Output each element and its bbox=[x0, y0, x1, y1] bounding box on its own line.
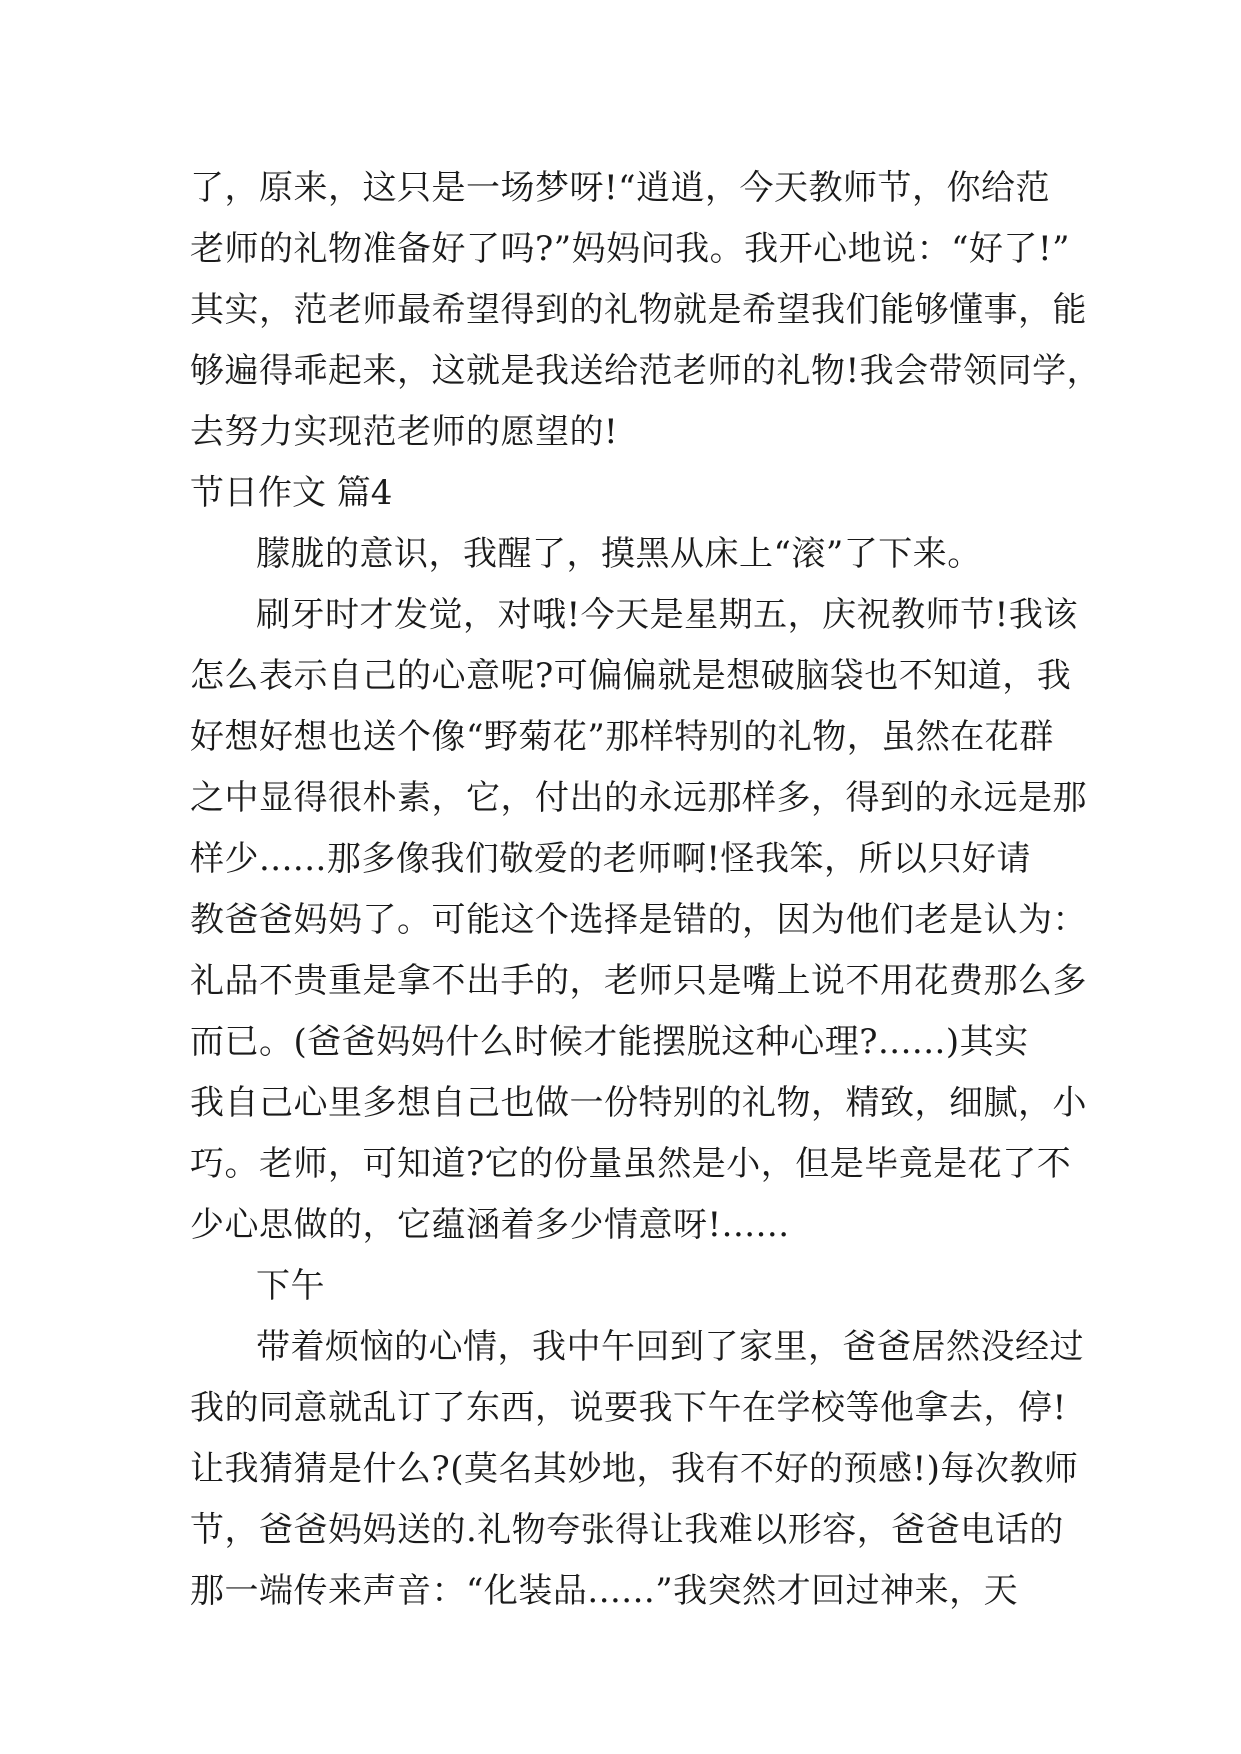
text-line: 老师的礼物准备好了吗?”妈妈问我。我开心地说：“好了!” bbox=[190, 229, 1071, 269]
text-line: 下午 bbox=[256, 1266, 325, 1306]
text-line: 我的同意就乱订了东西，说要我下午在学校等他拿去，停! bbox=[190, 1388, 1067, 1428]
text-line: 那一端传来声音：“化装品......”我突然才回过神来，天 bbox=[190, 1571, 1019, 1611]
text-line: 教爸爸妈妈了。可能这个选择是错的，因为他们老是认为： bbox=[190, 900, 1087, 940]
text-line: 了，原来，这只是一场梦呀!“逍逍，今天教师节，你给范 bbox=[190, 168, 1051, 208]
section-body bbox=[190, 524, 1087, 1622]
text-line: 巧。老师，可知道?它的份量虽然是小，但是毕竟是花了不 bbox=[190, 1144, 1072, 1184]
text-line: 刷牙时才发觉，对哦!今天是星期五，庆祝教师节!我该 bbox=[256, 595, 1078, 635]
text-line: 节，爸爸妈妈送的.礼物夸张得让我难以形容，爸爸电话的 bbox=[190, 1510, 1064, 1550]
text-line: 怎么表示自己的心意呢?可偏偏就是想破脑袋也不知道，我 bbox=[190, 656, 1072, 696]
text-line: 我自己心里多想自己也做一份特别的礼物，精致，细腻，小 bbox=[190, 1083, 1087, 1123]
text-line: 少心思做的，它蕴涵着多少情意呀!...... bbox=[190, 1205, 790, 1245]
text-line: 样少......那多像我们敬爱的老师啊!怪我笨，所以只好请 bbox=[190, 839, 1032, 879]
text-line: 去努力实现范老师的愿望的! bbox=[190, 412, 619, 452]
text-line: 其实，范老师最希望得到的礼物就是希望我们能够懂事，能 bbox=[190, 290, 1087, 330]
text-line: 好想好想也送个像“野菊花”那样特别的礼物，虽然在花群 bbox=[190, 717, 1054, 757]
text-line: 之中显得很朴素，它，付出的永远那样多，得到的永远是那 bbox=[190, 778, 1087, 818]
section-heading: 节日作文 篇4 bbox=[190, 473, 393, 513]
text-line: 让我猜猜是什么?(莫名其妙地，我有不好的预感!)每次教师 bbox=[190, 1449, 1079, 1489]
text-line: 而已。(爸爸妈妈什么时候才能摆脱这种心理?......)其实 bbox=[190, 1022, 1029, 1062]
document-body bbox=[190, 158, 1102, 1622]
text-line: 朦胧的意识，我醒了，摸黑从床上“滚”了下来。 bbox=[256, 534, 982, 574]
text-line: 带着烦恼的心情，我中午回到了家里，爸爸居然没经过 bbox=[256, 1327, 1084, 1367]
text-line: 礼品不贵重是拿不出手的，老师只是嘴上说不用花费那么多 bbox=[190, 961, 1087, 1001]
text-line: 够遍得乖起来，这就是我送给范老师的礼物!我会带领同学， bbox=[190, 351, 1102, 391]
